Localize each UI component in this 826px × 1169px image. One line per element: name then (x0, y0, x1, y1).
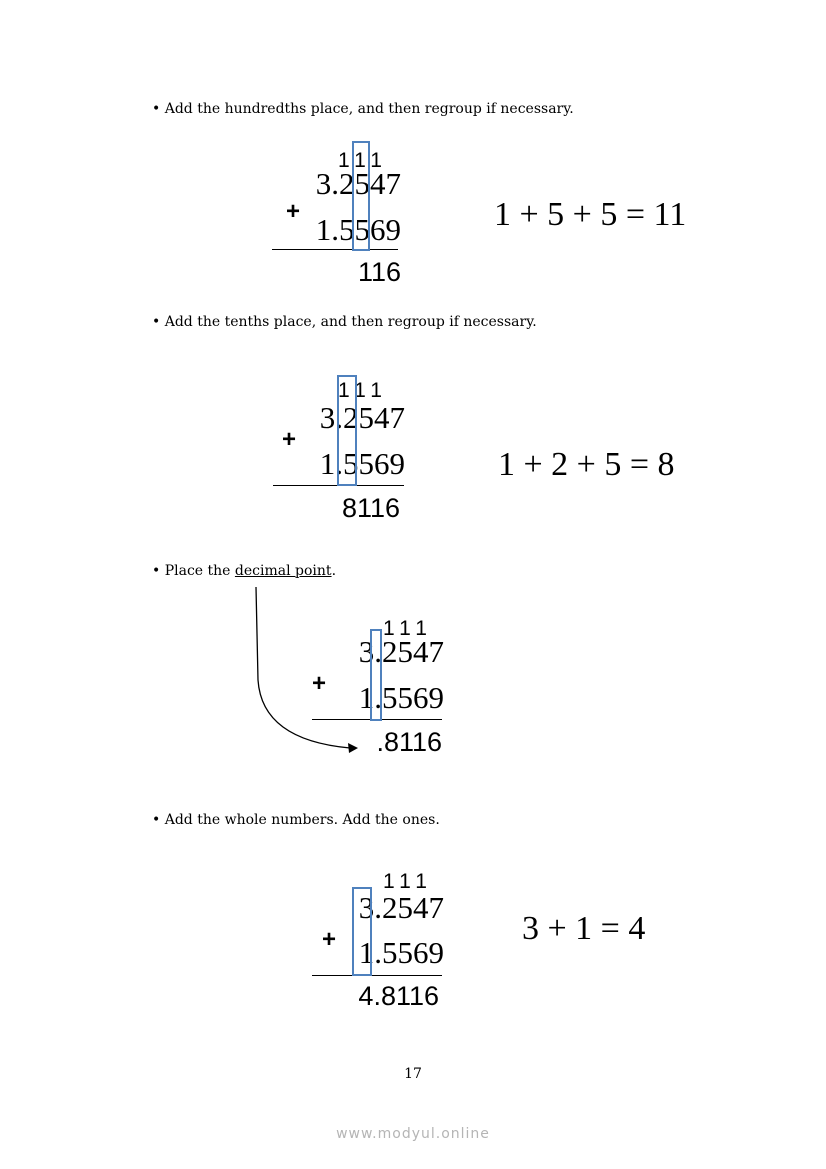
plus-sign: + (322, 926, 337, 953)
addend-bottom: 1.5569 (315, 212, 401, 247)
sum-line (312, 975, 442, 976)
plus-sign: + (312, 670, 327, 697)
partial-sum: 8116 (341, 493, 400, 523)
instruction-text: Place the (164, 563, 235, 579)
partial-sum: .8116 (376, 727, 442, 757)
instruction-ones (152, 813, 440, 827)
column-highlight-box (352, 887, 372, 976)
bullet: • (152, 101, 161, 117)
instruction-text: Add the hundredths place, and then regroup if necessary. (164, 101, 574, 117)
equation: 1 + 5 + 5 = 11 (494, 196, 687, 233)
addend-top: 3.2547 (358, 634, 444, 669)
equation: 3 + 1 = 4 (522, 910, 646, 947)
carry-digits: 111 (338, 379, 388, 402)
instruction-text: Add the whole numbers. Add the ones. (164, 812, 440, 828)
bullet: • (152, 812, 161, 828)
decimal-point-term: decimal point (234, 563, 332, 579)
bullet: • (152, 563, 161, 579)
addend-top: 3.2547 (358, 890, 444, 925)
final-sum: 4.8116 (358, 981, 439, 1011)
watermark: www.modyul.online (336, 1126, 490, 1142)
equation: 1 + 2 + 5 = 8 (498, 446, 675, 483)
addend-top: 3.2547 (319, 400, 405, 435)
carry-digits: 111 (338, 149, 388, 172)
addend-top: 3.2547 (315, 166, 401, 201)
carry-digits: 111 (383, 617, 433, 640)
bullet: • (152, 314, 161, 330)
period: . (331, 563, 337, 579)
carry-digits: 111 (383, 870, 433, 893)
page-number: 17 (404, 1066, 422, 1082)
addend-bottom: 1.5569 (358, 935, 444, 970)
partial-sum: 116 (357, 257, 401, 287)
plus-sign: + (286, 198, 301, 225)
addend-bottom: 1.5569 (358, 680, 444, 715)
plus-sign: + (282, 426, 297, 453)
addend-bottom: 1.5569 (319, 446, 405, 481)
instruction-text: Add the tenths place, and then regroup if necessary. (164, 314, 537, 330)
